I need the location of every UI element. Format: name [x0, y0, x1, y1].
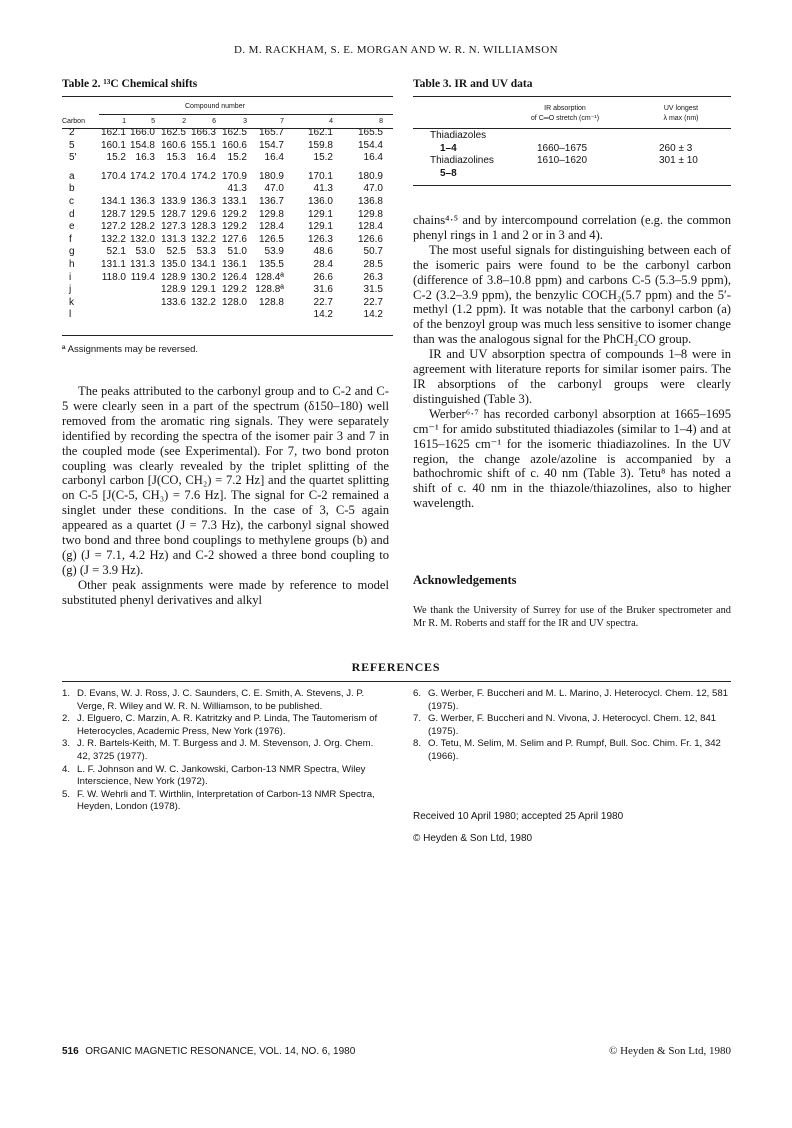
- table-cell: 41.3: [313, 183, 333, 195]
- table-cell: 133.6: [160, 296, 186, 308]
- table-cell: 162.5: [221, 127, 247, 138]
- table-cell: 53.9: [264, 246, 284, 258]
- table-cell: 128.3: [190, 221, 216, 233]
- paragraph: chains⁴·⁵ and by intercompound correlation (e.g. the common phenyl rings in 1 and 2 or in 3 and 4).: [413, 213, 731, 242]
- reference-number: 5.: [62, 788, 71, 800]
- reference-item: [62, 713, 389, 738]
- table-cell: 51.0: [227, 246, 247, 258]
- table2-carbon-label: 5: [69, 139, 75, 151]
- table-cell: 128.8ª: [255, 284, 284, 296]
- reference-text: D. Evans, W. J. Ross, J. C. Saunders, C. E. Smith, A. Stevens, J. P. Verge, R. Wiley and W. R. N. Williamson, to be published.: [77, 688, 365, 712]
- reference-text: F. W. Wehrli and T. Wirthlin, Interpretation of Carbon-13 NMR Spectra, Heyden, London (1978).: [77, 788, 375, 813]
- references-heading: REFERENCES: [351, 660, 441, 674]
- table2-carbon-label: g: [69, 246, 75, 258]
- table3-row-name: Thiadiazolines: [430, 155, 494, 166]
- table-cell: [247, 309, 284, 322]
- table3-top-rule: [413, 96, 731, 97]
- table-cell: 136.0: [307, 195, 333, 207]
- table2-carbon-label: a: [69, 170, 75, 182]
- acknowledgements-heading: Acknowledgements: [413, 573, 517, 587]
- reference-item: [62, 764, 389, 789]
- table-cell: 28.5: [363, 258, 383, 270]
- paragraph: Werber⁶·⁷ has recorded carbonyl absorption at 1665–1695 cm⁻¹ for amido substituted thiadiazoles (similar to 1–4) and at 1615–1625 cm⁻¹ for the isomeric thiadiazolines. In the UV region, the change azole/azoline is accompanied by a bathochromic shift of c. 40 nm (Table 3). Tetu⁸ has noted a shift of c. 40 nm in the thiazole/thiazolines, also to higher wavelength.: [413, 406, 731, 511]
- table-cell: [126, 183, 155, 196]
- table-cell: 128.7: [160, 208, 186, 220]
- table-cell: 15.2: [313, 152, 333, 164]
- table-cell: 136.8: [357, 195, 383, 207]
- table-cell: 128.7: [100, 208, 126, 220]
- table-cell: 136.3: [190, 195, 216, 207]
- table-cell: 170.4: [160, 170, 186, 182]
- table-cell: [92, 284, 126, 297]
- table-cell: 119.4: [130, 271, 155, 283]
- paragraph: IR and UV absorption spectra of compounds 1–8 were in agreement with literature reports for similar isomer pairs. The IR absorptions of the carbonyl groups were clearly distinguished (Table 3).: [413, 347, 731, 406]
- table-cell: 132.0: [129, 233, 155, 245]
- reference-text: L. F. Johnson and W. C. Jankowski, Carbon-13 NMR Spectra, Wiley Interscience, New York (1972).: [77, 763, 366, 788]
- table-cell: 165.5: [357, 127, 383, 138]
- table-cell: 129.1: [307, 208, 333, 220]
- table-cell: [186, 183, 216, 196]
- table-cell: 48.6: [313, 246, 333, 258]
- table-row: [430, 130, 725, 143]
- table-cell: 118.0: [101, 271, 126, 283]
- table3-col-ir: [505, 104, 625, 124]
- table2-carbon-label: 2: [69, 127, 75, 138]
- table-row: [62, 183, 383, 196]
- table-cell: 134.1: [100, 195, 126, 207]
- table-cell: 174.2: [190, 170, 216, 182]
- table-row: [430, 143, 725, 156]
- table-row: [62, 196, 383, 209]
- table3: [430, 130, 725, 180]
- reference-item: [413, 738, 731, 763]
- table3-row-ir: 1610–1620: [537, 155, 588, 166]
- table-cell: 28.4: [313, 258, 333, 270]
- table-cell: 133.1: [221, 195, 247, 207]
- table-cell: 126.3: [307, 233, 333, 245]
- table-cell: 53.0: [135, 246, 155, 258]
- table3-row-name: Thiadiazoles: [430, 130, 487, 141]
- table2-carbon-label: c: [69, 195, 74, 207]
- table-row: [62, 171, 383, 184]
- table-cell: 130.2: [190, 271, 216, 283]
- reference-item: [413, 713, 731, 738]
- table-cell: 22.7: [313, 296, 333, 308]
- table3-col-uv: [640, 104, 722, 124]
- table-row: [62, 272, 383, 285]
- table-cell: [155, 309, 186, 322]
- table-row: [62, 297, 383, 310]
- table3-header-rule: [413, 128, 731, 129]
- table-cell: 136.3: [129, 195, 155, 207]
- table-row: [62, 152, 383, 165]
- reference-item: [413, 688, 731, 713]
- table-row: [62, 221, 383, 234]
- table-cell: 14.2: [363, 309, 383, 321]
- article-copyright: © Heyden & Son Ltd, 1980: [413, 833, 533, 844]
- table-cell: 129.1: [190, 284, 216, 296]
- table-cell: 170.4: [100, 170, 126, 182]
- table-cell: 129.6: [190, 208, 216, 220]
- table-cell: 132.2: [190, 233, 216, 245]
- table-cell: 128.9: [160, 271, 186, 283]
- table-cell: 127.6: [221, 233, 247, 245]
- table-cell: 162.5: [160, 127, 186, 138]
- journal-info: ORGANIC MAGNETIC RESONANCE, VOL. 14, NO. 6, 1980: [85, 1046, 356, 1057]
- table2-col-header: Carbon: [62, 118, 85, 125]
- table-cell: 180.9: [357, 170, 383, 182]
- table-cell: 16.4: [264, 152, 284, 164]
- table-cell: 126.5: [258, 233, 284, 245]
- table-row: [62, 209, 383, 222]
- table-cell: 126.4: [221, 271, 247, 283]
- table3-col-ir-line2: of C═O stretch (cm⁻¹): [530, 115, 600, 122]
- table2-carbon-label: e: [69, 221, 75, 233]
- reference-text: J. R. Bartels-Keith, M. T. Burgess and J. M. Stevenson, J. Org. Chem. 42, 3725 (1977).: [77, 738, 374, 762]
- references-right: [413, 688, 731, 764]
- table-row: [62, 259, 383, 272]
- table-cell: 136.7: [258, 195, 284, 207]
- table-cell: 31.6: [313, 284, 333, 296]
- table2-carbon-label: i: [69, 271, 72, 283]
- acknowledgements-text: We thank the University of Surrey for use of the Bruker spectrometer and Mr R. M. Roberts and staff for the IR and UV spectra.: [413, 605, 731, 629]
- table-cell: 14.2: [313, 309, 333, 321]
- table2-col-header: 8: [379, 118, 383, 125]
- table-cell: 166.0: [129, 127, 155, 138]
- table3-col-ir-line1: IR absorption: [544, 105, 586, 112]
- table-cell: 129.8: [258, 208, 284, 220]
- table-cell: 165.7: [258, 127, 284, 138]
- reference-item: [62, 738, 389, 763]
- table-cell: 22.7: [363, 296, 383, 308]
- table-cell: 129.2: [221, 221, 247, 233]
- table-cell: 52.1: [106, 246, 126, 258]
- table-cell: 136.1: [221, 258, 247, 270]
- table3-row-compounds: 1–4: [440, 142, 457, 154]
- table-cell: 134.1: [190, 258, 216, 270]
- table2-bottom-rule: [62, 335, 393, 336]
- table-cell: 128.0: [221, 296, 247, 308]
- table-row: [62, 246, 383, 259]
- reference-text: G. Werber, F. Buccheri and N. Vivona, J. Heterocycl. Chem. 12, 841 (1975).: [428, 713, 717, 737]
- reference-number: 4.: [62, 763, 71, 775]
- table-cell: 174.2: [129, 170, 155, 182]
- table-cell: 160.6: [160, 139, 186, 151]
- table-cell: 129.5: [129, 208, 155, 220]
- footer-copyright: © Heyden & Son Ltd, 1980: [608, 1045, 731, 1057]
- table-cell: 26.6: [313, 271, 333, 283]
- table-cell: 15.2: [227, 152, 247, 164]
- table-cell: 159.8: [307, 139, 333, 151]
- table2-header-row: [62, 116, 383, 127]
- table2-header-rule: [62, 128, 393, 129]
- table-cell: 47.0: [363, 183, 383, 195]
- table-cell: 155.1: [190, 139, 216, 151]
- table-cell: 160.6: [221, 139, 247, 151]
- table-cell: 26.3: [363, 271, 383, 283]
- table-cell: 180.9: [258, 170, 284, 182]
- table-cell: 129.2: [221, 284, 247, 296]
- table-cell: 154.4: [357, 139, 383, 151]
- table2-col-header: 6: [212, 118, 216, 125]
- table-cell: 160.1: [100, 139, 126, 151]
- table-cell: 126.6: [357, 233, 383, 245]
- table-cell: 131.3: [160, 233, 186, 245]
- table-cell: [126, 297, 155, 310]
- reference-number: 2.: [62, 713, 71, 725]
- table-cell: [92, 183, 126, 196]
- table-cell: 128.8: [258, 296, 284, 308]
- table-cell: 47.0: [264, 183, 284, 195]
- table2-footnote: ª Assignments may be reversed.: [62, 344, 199, 355]
- paragraph: The peaks attributed to the carbonyl group and to C-2 and C-5 were clearly seen in a part of the spectrum (δ150–180) well removed from the aromatic ring signals. They were separately identified by recording the spectra of the isomer pair 3 and 7 in the coupled mode (see Experimental). For 7, two bond proton coupling was clearly revealed by the triplet splitting of the carbonyl carbon [J(CO, CH₂) = 7.2 Hz] and the quartet splitting on C-5 [J(C-5, CH₃) = 7.6 Hz]. The signal for C-2 remained a singlet under these conditions. In the case of 3, C-5 again appeared as a quartet (J = 7.3 Hz), the carbonyl signal showed two bond and three bond couplings to methylene groups (b) and (g) (J = 7.1, 4.2 Hz) and C-2 showed a three bond coupling to (g) (J = 3.9 Hz).: [62, 384, 389, 577]
- table-cell: 127.2: [100, 221, 126, 233]
- running-head: D. M. RACKHAM, S. E. MORGAN AND W. R. N. WILLIAMSON: [234, 44, 558, 56]
- table-cell: 129.1: [307, 221, 333, 233]
- table3-row-uv: 260 ± 3: [659, 142, 693, 154]
- table-cell: 129.8: [357, 208, 383, 220]
- table-cell: 162.1: [100, 127, 126, 138]
- table-cell: [126, 309, 155, 322]
- table-cell: 170.1: [307, 170, 333, 182]
- table2-carbon-label: f: [69, 233, 72, 245]
- table3-row-uv: 301 ± 10: [659, 155, 698, 166]
- table-cell: 133.9: [160, 195, 186, 207]
- table2-caption: Table 2. ¹³C Chemical shifts: [62, 78, 198, 90]
- table2-group-header: Compound number: [185, 103, 245, 110]
- table-cell: 128.4: [258, 221, 284, 233]
- table2-body: [62, 116, 383, 322]
- table-cell: 128.4: [357, 221, 383, 233]
- table-cell: 128.9: [160, 284, 186, 296]
- table2-col-header: 1: [122, 118, 126, 125]
- table3-col-uv-line1: UV longest: [663, 105, 699, 112]
- reference-text: J. Elguero, C. Marzin, A. R. Katritzky and P. Linda, The Tautomerism of Heterocycles, Academic Press, New York (1976).: [77, 713, 378, 737]
- table-cell: [155, 183, 186, 196]
- table2-carbon-label: h: [69, 258, 75, 270]
- table2-col-header: 2: [182, 118, 186, 125]
- table2-carbon-label: 5': [69, 152, 77, 164]
- table2-col-header: 4: [329, 118, 333, 125]
- reference-item: [62, 688, 389, 713]
- received-date: Received 10 April 1980; accepted 25 April 1980: [413, 811, 624, 822]
- table-cell: 154.8: [129, 139, 155, 151]
- table-cell: 128.4ª: [255, 271, 284, 283]
- table-cell: 16.3: [135, 152, 155, 164]
- table-row: [62, 234, 383, 247]
- table2-carbon-label: d: [69, 208, 75, 220]
- table-row: [430, 168, 725, 181]
- table-cell: 162.1: [307, 127, 333, 138]
- table2-top-rule: [62, 96, 393, 97]
- table-cell: [216, 309, 247, 322]
- table2-col-header: 3: [243, 118, 247, 125]
- table2-col-header: 7: [280, 118, 284, 125]
- paragraph: The most useful signals for distinguishing between each of the isomeric pairs were found to be the carbonyl carbon (difference of 3.8–10.8 ppm) and carbons C-5 (5.3–5.9 ppm), C-2 (3.2–3.9 ppm), the benzylic COCH₂(5.7 ppm) and the 5′-methyl (1.2 ppm). It was notable that the carbonyl carbon (a) of the benzoyl group was much less sensitive to isomer change than was the analogous signal for the PhCH₂CO group.: [413, 242, 731, 347]
- table3-caption: Table 3. IR and UV data: [413, 78, 533, 90]
- table-cell: 131.1: [100, 258, 126, 270]
- table-cell: 15.2: [106, 152, 126, 164]
- table-cell: 41.3: [227, 183, 247, 195]
- right-column-text: [413, 213, 731, 511]
- table-cell: 128.2: [129, 221, 155, 233]
- table-cell: 52.5: [166, 246, 186, 258]
- table-cell: [92, 309, 126, 322]
- table-row: [62, 284, 383, 297]
- reference-number: 8.: [413, 738, 422, 750]
- table2: [62, 116, 383, 322]
- table-cell: 53.3: [196, 246, 216, 258]
- left-column-text: [62, 384, 389, 608]
- page-footer: [62, 1046, 355, 1057]
- references-left: [62, 688, 389, 814]
- table2-group-rule: [99, 114, 393, 115]
- table2-col-header: 5: [151, 118, 155, 125]
- table-cell: [126, 284, 155, 297]
- table-cell: 127.3: [160, 221, 186, 233]
- table-cell: [92, 297, 126, 310]
- references-rule: [62, 681, 731, 682]
- table-cell: 132.2: [190, 296, 216, 308]
- table-cell: 154.7: [258, 139, 284, 151]
- table-cell: 129.2: [221, 208, 247, 220]
- table-cell: 50.7: [363, 246, 383, 258]
- table-cell: 135.5: [258, 258, 284, 270]
- reference-number: 3.: [62, 738, 71, 750]
- table-cell: 170.9: [221, 170, 247, 182]
- table-cell: 16.4: [196, 152, 216, 164]
- reference-text: O. Tetu, M. Selim, M. Selim and P. Rumpf, Bull. Soc. Chim. Fr. 1, 342 (1966).: [428, 738, 721, 762]
- table-cell: 166.3: [190, 127, 216, 138]
- table3-bottom-rule: [413, 185, 731, 186]
- table2-carbon-label: b: [69, 183, 75, 195]
- reference-number: 6.: [413, 688, 422, 699]
- table-cell: 16.4: [363, 152, 383, 164]
- table-cell: 131.3: [129, 258, 155, 270]
- table-row: [62, 309, 383, 322]
- table2-carbon-label: k: [69, 296, 74, 308]
- table2-carbon-label: j: [69, 284, 72, 296]
- reference-number: 1.: [62, 688, 71, 699]
- table3-row-compounds: 5–8: [440, 167, 457, 179]
- table-row: [430, 155, 725, 168]
- table3-col-uv-line2: λ max (nm): [663, 115, 699, 122]
- table2-carbon-label: l: [69, 309, 72, 321]
- table-cell: 15.3: [166, 152, 186, 164]
- table-cell: 132.2: [100, 233, 126, 245]
- table-cell: 31.5: [363, 284, 383, 296]
- paragraph: Other peak assignments were made by reference to model substituted phenyl derivatives and alkyl: [62, 577, 389, 607]
- reference-number: 7.: [413, 713, 422, 725]
- reference-item: [62, 789, 389, 814]
- page-number: 516: [62, 1046, 79, 1057]
- table3-row-ir: 1660–1675: [537, 142, 588, 154]
- reference-text: G. Werber, F. Buccheri and M. L. Marino, J. Heterocycl. Chem. 12, 581 (1975).: [428, 688, 729, 712]
- table-cell: [186, 309, 216, 322]
- table-cell: 135.0: [160, 258, 186, 270]
- table-row: [62, 140, 383, 153]
